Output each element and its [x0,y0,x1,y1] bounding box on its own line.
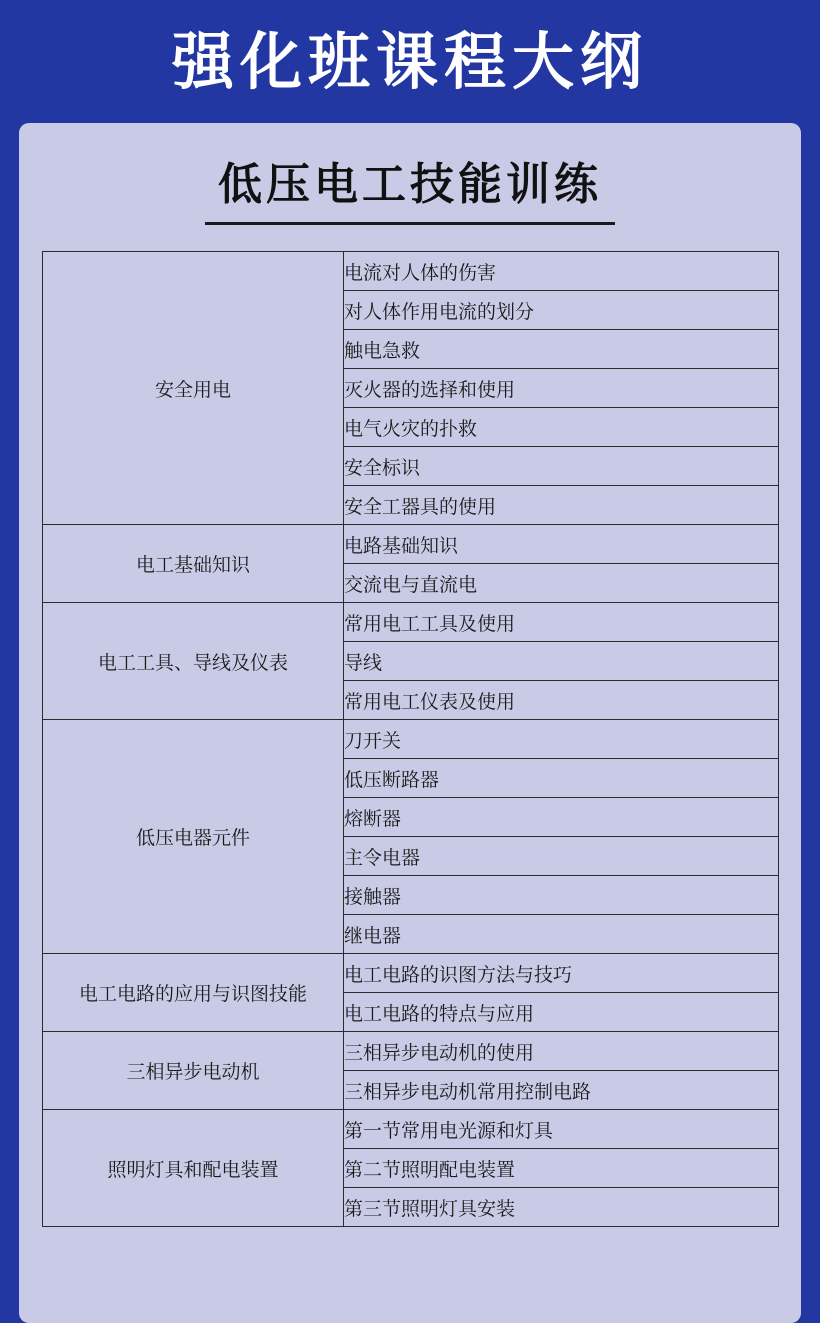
table-row [43,1032,779,1071]
topic-cell: 交流电与直流电 [344,564,779,603]
topic-cell: 电工电路的识图方法与技巧 [344,954,779,993]
topic-cell: 安全标识 [344,447,779,486]
category-cell: 照明灯具和配电装置 [43,1110,344,1227]
section-title: 低压电工技能训练 [218,159,602,210]
topic-cell: 接触器 [344,876,779,915]
topic-cell: 触电急救 [344,330,779,369]
topic-cell: 第二节照明配电装置 [344,1149,779,1188]
table-row [43,1110,779,1149]
topic-cell: 继电器 [344,915,779,954]
topic-cell: 第三节照明灯具安装 [344,1188,779,1227]
topic-cell: 电路基础知识 [344,525,779,564]
topic-cell: 第一节常用电光源和灯具 [344,1110,779,1149]
topic-cell: 灭火器的选择和使用 [344,369,779,408]
category-cell: 电工工具、导线及仪表 [43,603,344,720]
topic-cell: 常用电工仪表及使用 [344,681,779,720]
title-underline [205,222,615,225]
topic-cell: 安全工器具的使用 [344,486,779,525]
table-row [43,252,779,291]
topic-cell: 电气火灾的扑救 [344,408,779,447]
category-cell: 电工电路的应用与识图技能 [43,954,344,1032]
topic-cell: 电流对人体的伤害 [344,252,779,291]
topic-cell: 三相异步电动机的使用 [344,1032,779,1071]
course-outline-table [42,251,779,1227]
category-cell: 低压电器元件 [43,720,344,954]
topic-cell: 常用电工工具及使用 [344,603,779,642]
topic-cell: 刀开关 [344,720,779,759]
topic-cell: 导线 [344,642,779,681]
topic-cell: 低压断路器 [344,759,779,798]
category-cell: 安全用电 [43,252,344,525]
table-row [43,954,779,993]
category-cell: 电工基础知识 [43,525,344,603]
table-row [43,525,779,564]
course-outline-body [43,252,779,1227]
table-row [43,720,779,759]
topic-cell: 对人体作用电流的划分 [344,291,779,330]
category-cell: 三相异步电动机 [43,1032,344,1110]
topic-cell: 主令电器 [344,837,779,876]
topic-cell: 熔断器 [344,798,779,837]
topic-cell: 电工电路的特点与应用 [344,993,779,1032]
page-title: 强化班课程大纲 [171,25,648,98]
table-row [43,603,779,642]
topic-cell: 三相异步电动机常用控制电路 [344,1071,779,1110]
